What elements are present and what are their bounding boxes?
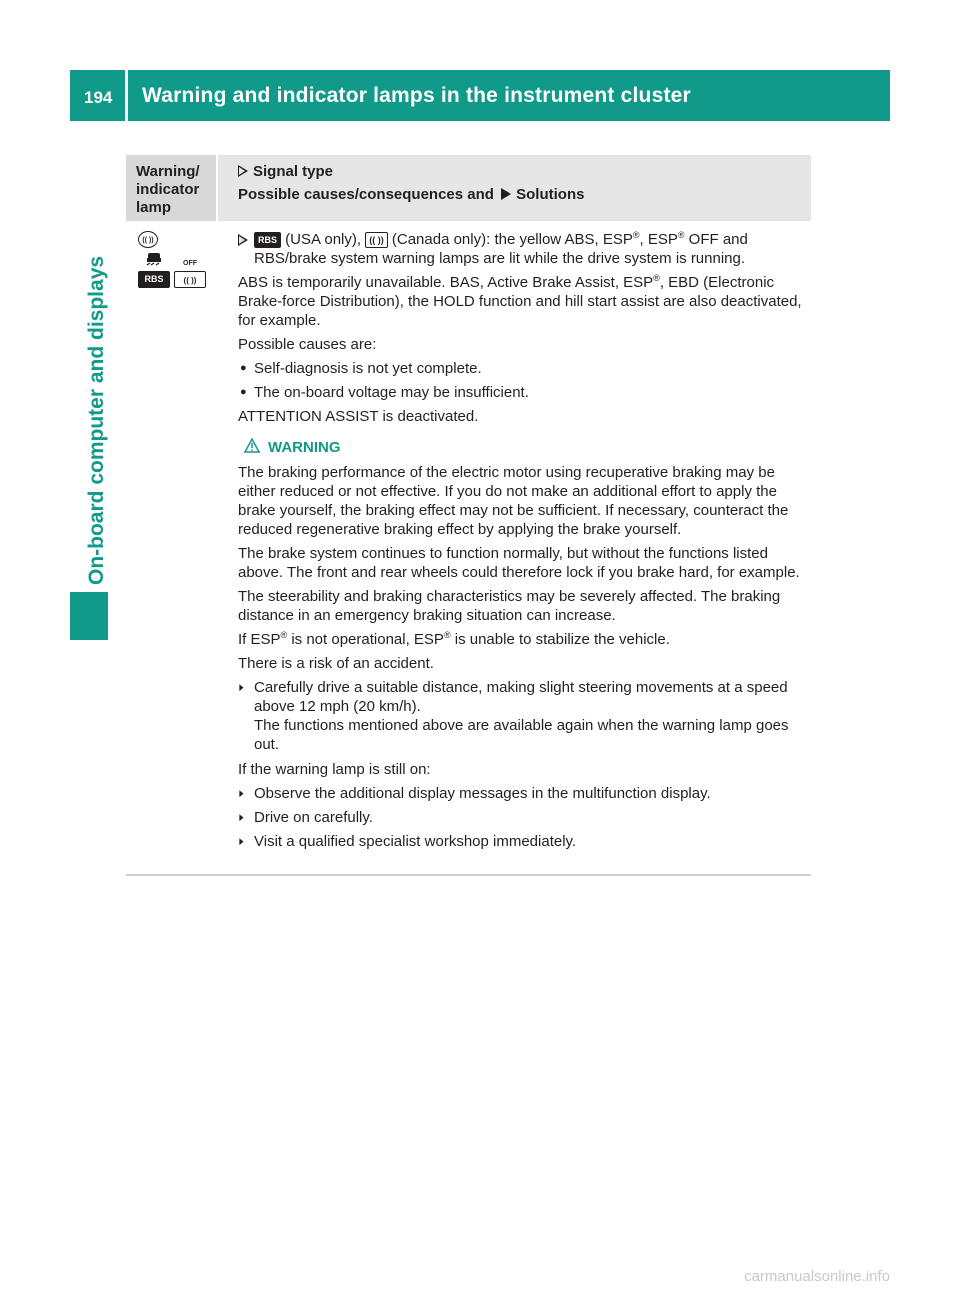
action-item: ▶ Carefully drive a suitable distance, making slight steering movements at a speed above 12 mph (20 km/h). The functions mentioned above are available again when the warning lamp goes out.: [238, 678, 804, 754]
still-on-label: If the warning lamp is still on:: [238, 761, 431, 778]
table-header-lamp: [126, 155, 216, 221]
section-side-label: On-board computer and displays: [85, 255, 108, 585]
page-number: 194: [84, 88, 113, 107]
lamp-description: [238, 230, 804, 856]
watermark-text: carmanualsonline.info: [744, 1268, 890, 1285]
solution-arrow-icon: [501, 188, 511, 200]
warning-text: If ESP® is not operational, ESP® is unable to stabilize the vehicle.: [238, 630, 670, 648]
brake-lamp-icon: (( )): [174, 271, 206, 288]
possible-causes-label: Possible causes are:: [238, 336, 377, 353]
abs-unavailable-text: ABS is temporarily unavailable. BAS, Active Brake Assist, ESP®, EBD (Electronic Brake-force Distribution), the HOLD function and hill start assist are also deactivated, for example.: [238, 273, 802, 329]
signal-triangle-icon: [238, 165, 248, 177]
attention-assist-text: ATTENTION ASSIST is deactivated.: [238, 408, 479, 425]
warning-text: The braking performance of the electric motor using recuperative braking may be either reduced or not effective. If you do not make an additional effort to apply the brake yourself, the braking effect may not be sufficient. If necessary, counteract the reduced regenerative braking effect by applying the brake yourself.: [238, 464, 789, 538]
table-header-signal: [218, 155, 811, 221]
warning-text: The steerability and braking characteristics may be severely affected. The braking distance in an emergency braking situation can increase.: [238, 588, 781, 624]
page-header: [70, 70, 890, 121]
action-item: ▶ Visit a qualified specialist workshop immediately.: [238, 832, 804, 851]
cause-item: ● The on-board voltage may be insufficient.: [238, 383, 804, 402]
action-item: ▶ Drive on carefully.: [238, 808, 804, 827]
header-divider: [125, 70, 128, 121]
warning-text: The brake system continues to function normally, but without the functions listed above. The front and rear wheels could therefore lock if you brake hard, for example.: [238, 545, 800, 581]
rbs-lamp-icon: RBS: [138, 271, 170, 288]
warning-text: There is a risk of an accident.: [238, 655, 434, 672]
warning-triangle-icon: [244, 438, 258, 452]
esp-off-lamp-icon: OFF: [183, 260, 197, 267]
cause-item: ● Self-diagnosis is not yet complete.: [238, 359, 804, 378]
section-marker: [70, 592, 108, 640]
abs-lamp-icon: (( )): [138, 231, 158, 248]
action-item: ▶ Observe the additional display messages in the multifunction display.: [238, 784, 804, 803]
table-bottom-rule: [126, 874, 811, 876]
esp-lamp-icon: [138, 251, 170, 268]
rbs-inline-icon: RBS: [254, 232, 281, 248]
warning-heading: WARNING: [238, 438, 804, 457]
column-header-signal-type: Signal type: [238, 163, 333, 180]
column-header-lamp: Warning/ indicator lamp: [136, 163, 200, 216]
signal-description: RBS (USA only), (( )) (Canada only): the yellow ABS, ESP®, ESP® OFF and RBS/brake system warning lamps are lit while the drive system is running.: [238, 230, 804, 268]
signal-triangle-icon: [238, 234, 248, 246]
brake-inline-icon: (( )): [365, 232, 388, 248]
page-title: Warning and indicator lamps in the instrument cluster: [142, 84, 691, 107]
column-header-causes: Possible causes/consequences and Solutions: [238, 186, 585, 203]
